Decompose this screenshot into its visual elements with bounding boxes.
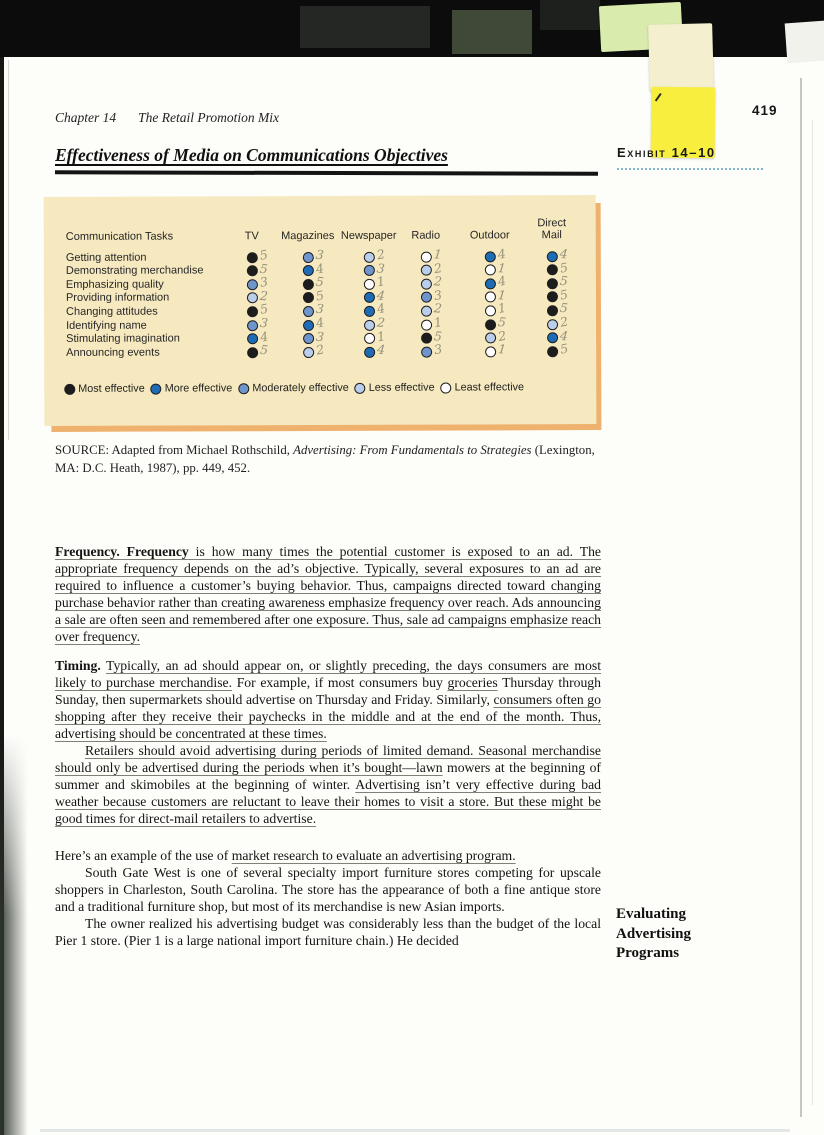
handwritten-rating: 4 — [375, 300, 387, 317]
rating-dot-level-3 — [303, 333, 314, 344]
paragraph-owner — [55, 915, 601, 949]
handwritten-rating: 4 — [258, 328, 270, 345]
rating-dot-level-4 — [303, 320, 314, 331]
page-edge-line — [800, 78, 802, 1117]
legend-dot-level-2 — [355, 382, 366, 393]
column-header: Outdoor — [469, 229, 510, 242]
rating-dot-level-2 — [303, 347, 314, 358]
task-row-label: Emphasizing quality — [65, 278, 164, 291]
background-object — [540, 0, 600, 30]
handwritten-rating: 3 — [432, 341, 444, 358]
handwritten-rating: 1 — [432, 314, 444, 331]
paragraph-example-intro — [55, 847, 601, 864]
rating-dot-level-5 — [246, 306, 257, 317]
rating-dot-level-2 — [246, 293, 257, 304]
rating-dot-level-1 — [364, 333, 375, 344]
rating-dot-level-1 — [484, 264, 495, 275]
text-segment: Timing. — [55, 657, 101, 673]
rating-dot-level-4 — [363, 306, 374, 317]
page-crease — [8, 60, 9, 440]
rating-dot-level-4 — [547, 332, 558, 343]
handwritten-rating: 5 — [259, 342, 269, 358]
handwritten-rating: 5 — [558, 286, 570, 303]
handwritten-rating: 5 — [314, 287, 326, 304]
legend-item — [151, 382, 233, 394]
handwritten-rating: 3 — [315, 328, 325, 344]
rating-dot-level-3 — [363, 265, 374, 276]
rating-dot-level-2 — [420, 306, 431, 317]
legend-dot-level-5 — [64, 383, 75, 394]
handwritten-rating: 4 — [314, 260, 326, 277]
legend-label: Less effective — [368, 381, 435, 394]
handwritten-rating: 2 — [259, 287, 269, 304]
text-segment: Advertising isn’t very effective during bad weather because customers are reluctant to leave their homes to visit a store. But these might be good times for direct-mail retailers to advertise. — [55, 777, 602, 827]
text-segment: South Gate West is one of several specialty import furniture stores competing for upscale shoppers in Charleston, South Carolina. The store has the appearance of both a fine antique store and a traditional furniture shop, but most of its merchandise is new Asian imports. — [55, 864, 601, 914]
handwritten-rating: 2 — [375, 246, 387, 263]
handwritten-rating: 2 — [433, 300, 443, 317]
background-object — [300, 6, 430, 48]
rating-dot-level-4 — [363, 292, 374, 303]
text-segment: groceries — [447, 674, 498, 690]
handwritten-rating: 3 — [376, 260, 386, 276]
handwritten-rating: 5 — [558, 340, 570, 357]
table-task-header: Communication Tasks — [65, 230, 174, 243]
text-segment: Retailers should avoid advertising during periods of limited demand. Seasonal merchandise should only be advertised during the periods when it’s bought—lawn — [55, 743, 601, 776]
text-segment: For example, if most consumers buy — [232, 674, 448, 690]
rating-dot-level-2 — [364, 319, 375, 330]
rating-dot-level-1 — [421, 319, 432, 330]
handwritten-rating: 5 — [559, 300, 569, 316]
text-segment: Here’s an example of the use of — [55, 847, 232, 863]
rating-dot-level-1 — [485, 346, 496, 357]
handwritten-rating: 1 — [375, 327, 387, 344]
legend-item — [64, 383, 144, 395]
rating-dot-level-5 — [546, 291, 557, 302]
running-header — [55, 110, 279, 126]
rating-dot-level-1 — [420, 251, 431, 262]
legend-dot-level-1 — [441, 382, 452, 393]
handwritten-rating: 2 — [376, 314, 386, 331]
margin-heading: Evaluating Advertising Programs — [616, 906, 691, 961]
column-header: Direct Mail — [537, 217, 567, 242]
handwritten-rating: 4 — [559, 327, 569, 344]
rating-dot-level-2 — [363, 251, 374, 262]
handwritten-rating: 3 — [258, 273, 270, 290]
rating-dot-level-5 — [546, 305, 557, 316]
task-row-label: Identifying name — [66, 319, 147, 332]
rating-dot-level-4 — [484, 251, 495, 262]
rating-dot-level-2 — [485, 332, 496, 343]
handwritten-rating: 3 — [315, 301, 325, 317]
legend-label: Least effective — [454, 381, 525, 394]
handwritten-rating: 1 — [497, 286, 507, 303]
rating-dot-level-5 — [246, 252, 257, 263]
effectiveness-legend — [64, 381, 530, 395]
page-edge-line — [812, 120, 813, 1105]
text-segment: The owner realized his advertising budget was considerably less than the budget of the local Pier 1 store. (Pier 1 is a large national import furniture chain.) He decided — [55, 915, 601, 948]
rating-dot-level-4 — [302, 265, 313, 276]
handwritten-rating: 4 — [496, 245, 508, 262]
handwritten-rating: 2 — [433, 273, 443, 290]
legend-dot-level-4 — [151, 383, 162, 394]
paragraph-south-gate — [55, 864, 601, 915]
rating-dot-level-1 — [363, 278, 374, 289]
legend-dot-level-3 — [238, 383, 249, 394]
rating-dot-level-2 — [547, 319, 558, 330]
rating-dot-level-3 — [420, 292, 431, 303]
page-corner — [785, 21, 824, 64]
task-row-label: Getting attention — [65, 251, 147, 264]
handwritten-rating: 2 — [558, 313, 570, 330]
exhibit-label: Exhibit 14–10 — [617, 145, 716, 160]
chapter-label: Chapter 14 — [55, 110, 117, 125]
handwritten-rating: 5 — [433, 327, 443, 344]
handwritten-rating: 3 — [259, 314, 269, 331]
source-prefix: SOURCE: Adapted from Michael Rothschild, — [55, 443, 294, 457]
body-text-column — [55, 543, 601, 949]
legend-item — [441, 381, 524, 393]
rating-dot-level-5 — [246, 265, 257, 276]
rating-dot-level-5 — [302, 292, 313, 303]
handwritten-rating: 4 — [314, 314, 326, 331]
rating-dot-level-3 — [246, 279, 257, 290]
text-segment: market research to evaluate an advertising program. — [231, 847, 516, 863]
rating-dot-level-3 — [302, 306, 313, 317]
handwritten-rating: 1 — [497, 341, 507, 357]
handwritten-rating: 5 — [558, 259, 570, 276]
handwritten-rating: 4 — [496, 272, 508, 290]
source-citation — [55, 442, 615, 477]
rating-dot-level-4 — [484, 278, 495, 289]
handwritten-rating: 4 — [376, 287, 386, 303]
legend-item — [238, 382, 348, 394]
handwritten-rating: 2 — [432, 259, 444, 276]
paragraph-timing — [55, 657, 601, 742]
rating-dot-level-2 — [420, 278, 431, 289]
rating-dot-level-5 — [302, 279, 313, 290]
task-row-label: Stimulating imagination — [66, 332, 180, 345]
text-segment: Thursday through Sunday, then supermarkets should advertise on Thursday and Friday. Similarly, — [55, 674, 601, 707]
rating-dot-level-3 — [421, 346, 432, 357]
column-header: Radio — [411, 229, 441, 242]
exhibit-title: Effectiveness of Media on Communications Objectives — [55, 145, 448, 165]
spine-shadow — [0, 735, 28, 1135]
source-suffix: (Lexington, MA: D.C. Heath, 1987), pp. 449, 452. — [55, 443, 595, 475]
legend-label: More effective — [164, 382, 233, 395]
legend-item — [355, 382, 435, 394]
section-label: The Retail Promotion Mix — [138, 110, 279, 125]
text-segment: consumers often go shopping after they receive their paychecks in the middle and at the end of the month. Thus, advertising should be concentrated at these times. — [55, 691, 601, 741]
rating-dot-level-1 — [484, 305, 495, 316]
handwritten-rating: 5 — [258, 246, 270, 263]
text-segment: mowers at the beginning of summer and skimobiles at the beginning of winter. — [55, 760, 601, 793]
rating-dot-level-4 — [546, 251, 557, 262]
rating-dot-level-5 — [247, 347, 258, 358]
task-row-label: Announcing events — [66, 346, 160, 359]
paragraph-frequency — [55, 543, 601, 646]
handwritten-rating: 1 — [433, 246, 443, 262]
rating-dot-level-4 — [247, 333, 258, 344]
rating-dot-level-3 — [302, 252, 313, 263]
background-object — [452, 10, 532, 54]
handwritten-rating: 1 — [496, 300, 508, 317]
handwritten-rating: 5 — [259, 260, 269, 277]
task-row-label: Changing attitudes — [65, 305, 158, 318]
column-header: Newspaper — [340, 229, 397, 242]
exhibit-dotted-rule — [617, 168, 763, 170]
task-row-label: Providing information — [65, 291, 170, 305]
page-number: 419 — [752, 103, 778, 118]
legend-label: Moderately effective — [252, 381, 349, 395]
rating-dot-level-5 — [546, 264, 557, 275]
rating-dot-level-5 — [485, 319, 496, 330]
rating-dot-level-2 — [420, 265, 431, 276]
handwritten-rating: 4 — [376, 341, 386, 358]
handwritten-rating: 3 — [315, 246, 325, 263]
handwritten-rating: 5 — [315, 273, 325, 290]
rating-dot-level-5 — [421, 333, 432, 344]
exhibit-panel — [44, 195, 597, 426]
handwritten-rating: 2 — [314, 341, 326, 358]
source-work-title: Advertising: From Fundamentals to Strategies — [293, 443, 532, 457]
handwritten-rating: 5 — [559, 272, 569, 289]
rating-dot-level-4 — [364, 346, 375, 357]
rating-dot-level-1 — [484, 292, 495, 303]
handwritten-rating: 3 — [432, 286, 444, 303]
rating-dot-level-3 — [247, 320, 258, 331]
task-row-label: Demonstrating merchandise — [65, 264, 204, 277]
legend-label: Most effective — [78, 382, 145, 395]
text-segment: Typically, an ad should appear on, or slightly preceding, the days consumers are most likely to purchase merchandise. — [55, 657, 601, 690]
text-segment: is how many times the potential customer is exposed to an ad. The appropriate frequency depends on the ad’s objective. Typically, several exposures to an ad are required to influence a customer’s buying behavior. Thus, campaigns directed toward changing purchase behavior rather than creating awareness emphasize frequency over reach. Ads announcing a sale are often seen and remembered after one exposure. Thus, sale ad campaigns emphasize reach over frequency. — [55, 544, 601, 645]
handwritten-rating: 1 — [497, 259, 507, 276]
column-header: TV — [244, 230, 259, 243]
column-header: Magazines — [281, 229, 335, 243]
handwritten-rating: 1 — [375, 273, 387, 290]
handwritten-rating: 4 — [559, 245, 569, 262]
page-bottom-edge — [40, 1129, 790, 1132]
rating-dot-level-5 — [546, 278, 557, 289]
paragraph-seasonal — [55, 742, 601, 827]
title-rule — [55, 170, 598, 175]
handwritten-rating: 5 — [258, 301, 270, 318]
rating-dot-level-5 — [547, 346, 558, 357]
text-segment: Frequency. Frequency — [55, 544, 189, 559]
handwritten-rating: 5 — [497, 314, 507, 330]
handwritten-rating: 2 — [496, 327, 508, 344]
sticky-tab-cream — [648, 23, 714, 91]
